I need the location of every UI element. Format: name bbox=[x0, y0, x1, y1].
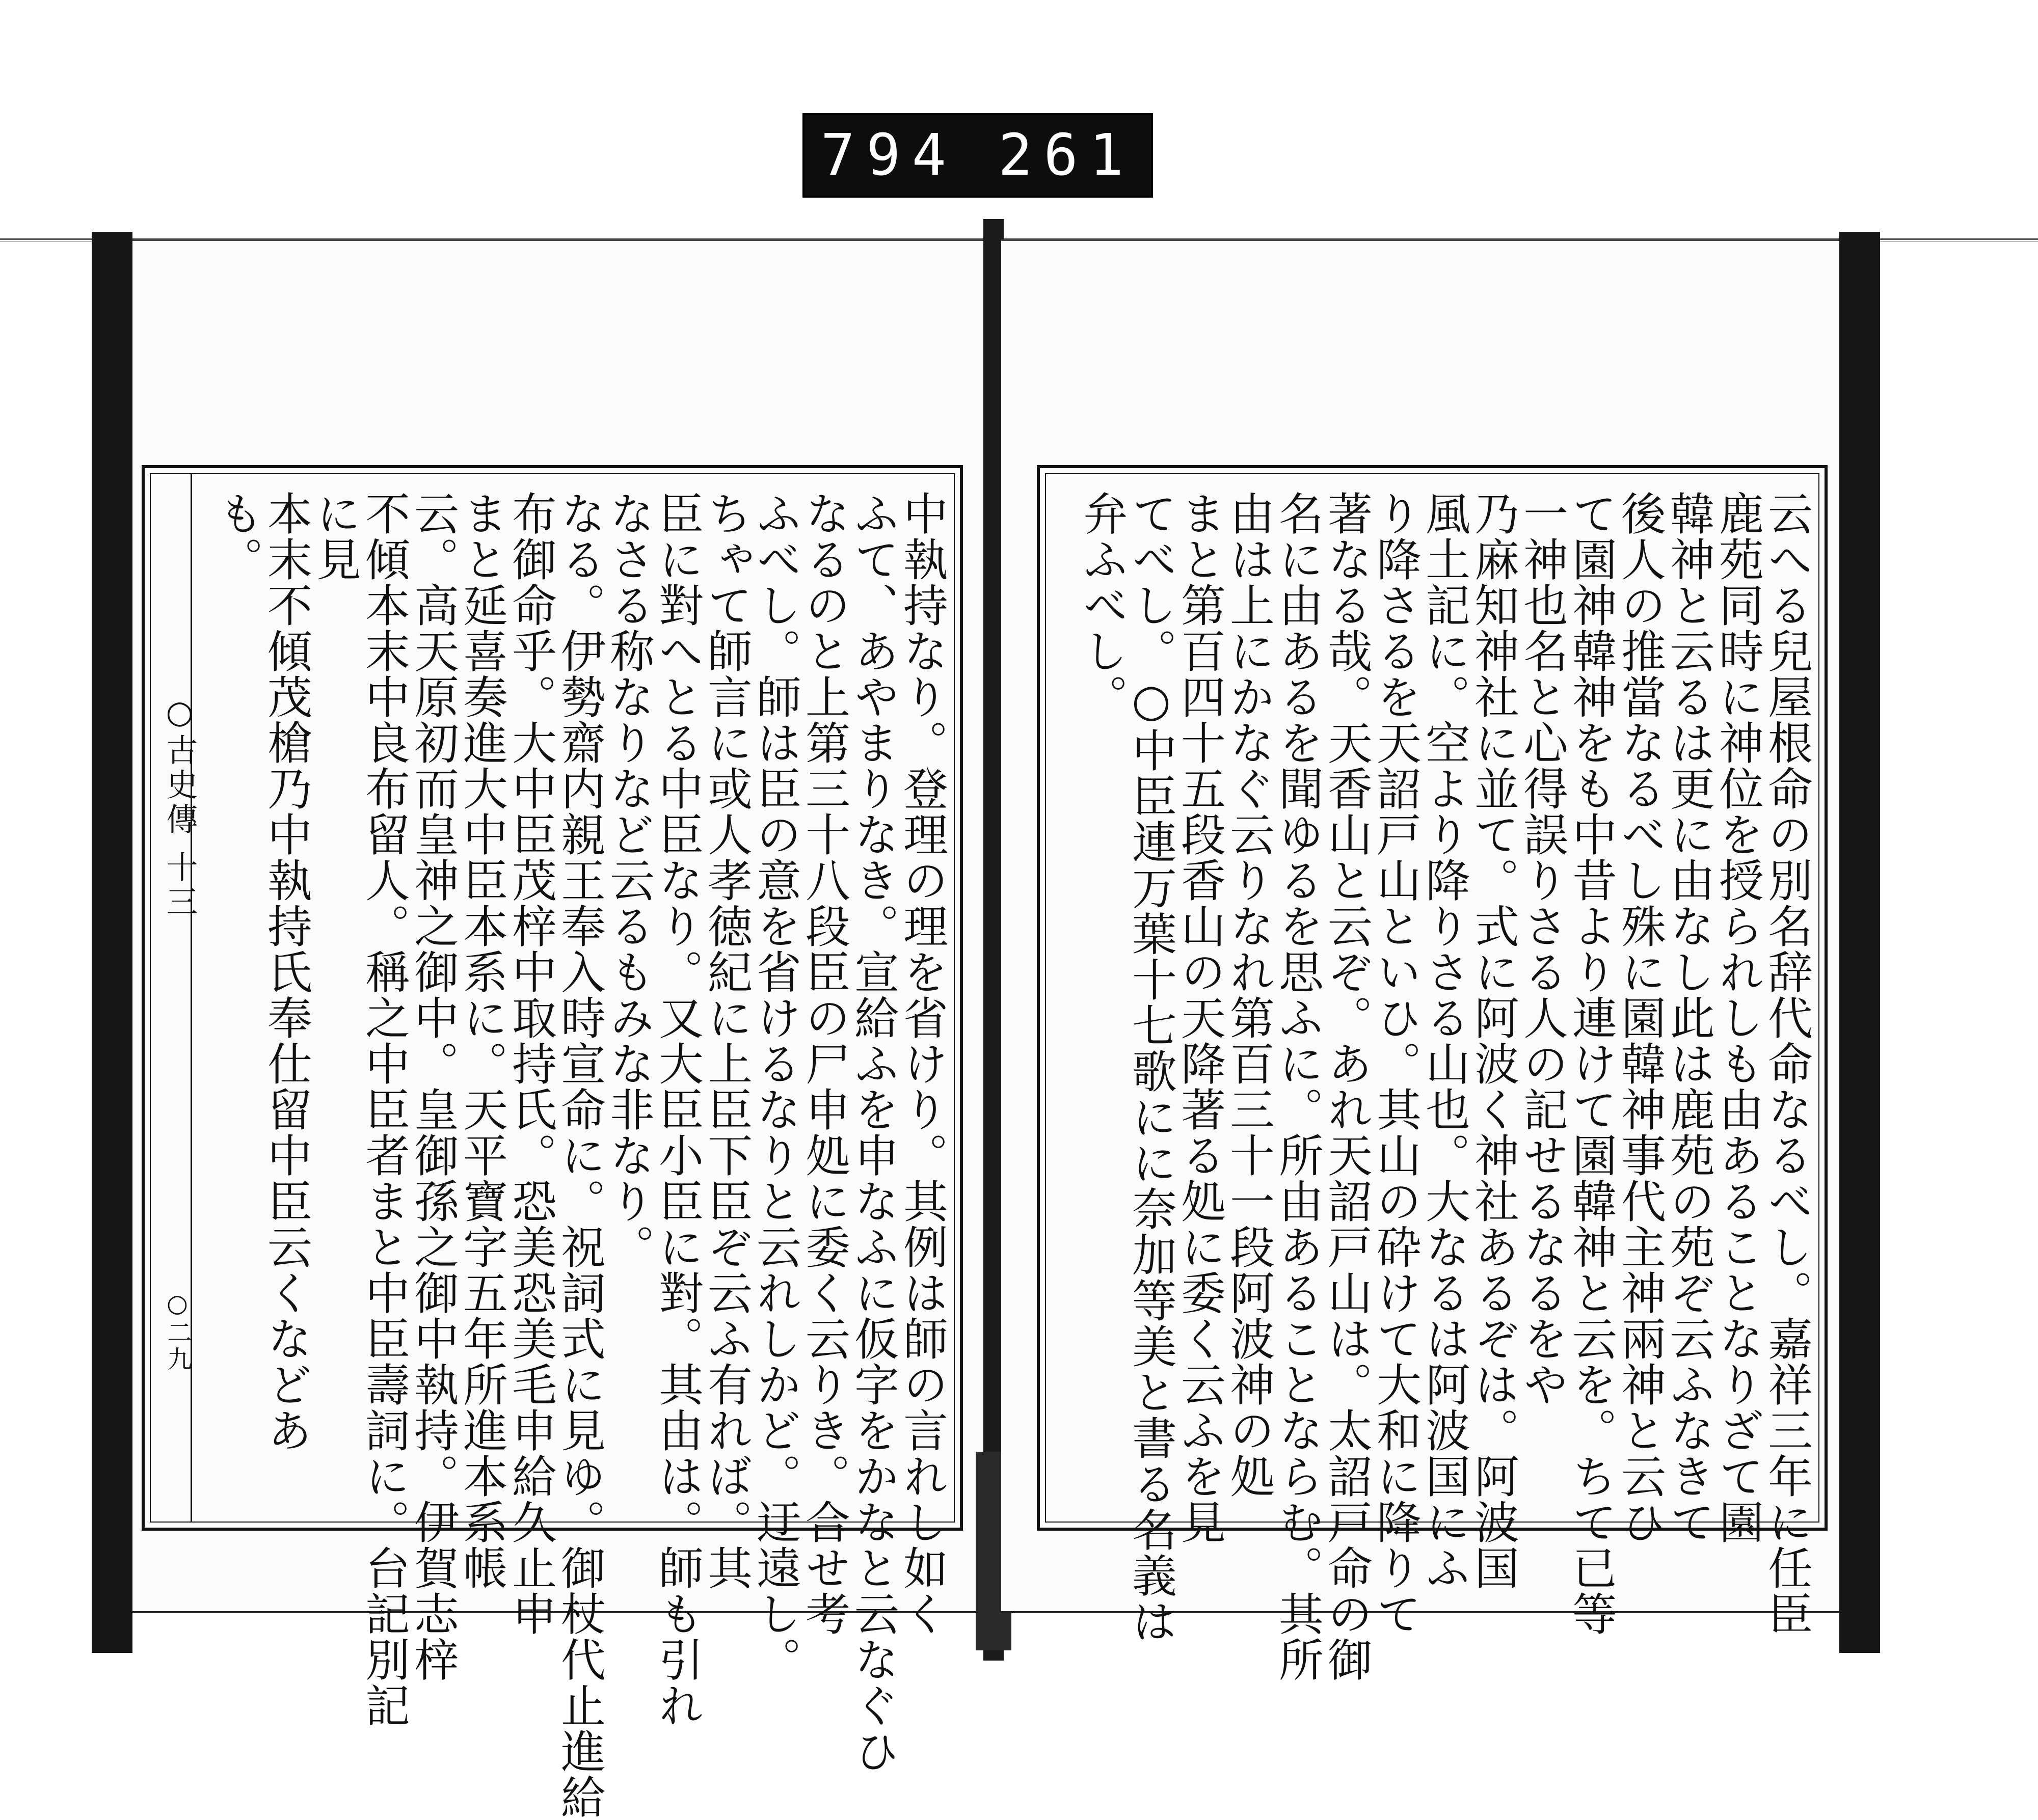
left-page-inner-frame bbox=[150, 473, 955, 1820]
archive-reference-label bbox=[802, 113, 1153, 198]
text-column: なる。伊勢齋内親王奉入時宣命に。祝詞式に見ゆ。御杖代止進給 bbox=[554, 491, 606, 1820]
text-column: なるのと上第三十八段臣の尸申処に委く云りき。合せ考 bbox=[798, 491, 851, 1637]
text-column: まと第百四十五段香山の天降著る処に委く云ふを見 bbox=[1174, 491, 1226, 1545]
text-column: 鹿苑同時に神位を授られしも由あることなりざて園 bbox=[1712, 491, 1764, 1545]
text-column: り降さるを天詔戸山といひ。其山の砕けて大和に降りて bbox=[1370, 491, 1422, 1637]
left-page bbox=[132, 239, 986, 1820]
text-column: て園神韓神をも中昔より連けて園韓神と云を。ちて已等 bbox=[1565, 491, 1618, 1637]
left-page-frame bbox=[142, 465, 963, 1820]
text-column: 乃麻知神社に並て。式に阿波く神社あるぞは。阿波国 bbox=[1467, 491, 1520, 1591]
text-column: 風土記に。空より降りさる山也。大なるは阿波国にふ bbox=[1418, 491, 1471, 1591]
text-column: ふて、あやまりなき。宣給ふを申なふに仮字をかなと云なぐひ bbox=[847, 491, 900, 1774]
text-column: 著なる哉。天香山と云ぞ。あれ天詔戸山は。太詔戸命の御 bbox=[1321, 491, 1373, 1682]
text-column: 一神也名と心得誤りさる人の記せるなるをや bbox=[1516, 491, 1569, 1407]
text-column: ふべし。師は臣の意を省けるなりと云れしかど。迂遠し。 bbox=[749, 491, 802, 1682]
text-column: なさる称なりなど云るもみな非なり。 bbox=[603, 491, 655, 1270]
text-column: に見 bbox=[309, 491, 362, 582]
text-column: 名に由あるを聞ゆるを思ふに。所由あることならむ。其所 bbox=[1272, 491, 1324, 1682]
running-title: ○古史傳 十三 bbox=[161, 693, 198, 920]
text-column: 本末不傾茂槍乃中執持氏奉仕留中臣云くなどあ bbox=[260, 491, 313, 1453]
label-right-number: 261 bbox=[998, 122, 1135, 188]
text-column: 中執持なり。登理の理を省けり。其例は師の言れし如く bbox=[896, 491, 949, 1637]
right-page bbox=[1001, 239, 1839, 1682]
text-column: 布御命乎。大中臣茂梓中取持氏。恐美恐美毛申給久止申 bbox=[505, 491, 557, 1637]
text-column: 後人の推當なるべし殊に園韓神事代主神兩神と云ひ bbox=[1614, 491, 1667, 1545]
text-column: 云へる兒屋根命の別名辞代命なるべし。嘉祥三年に任臣 bbox=[1761, 491, 1813, 1637]
text-column: 弁ふべし。 bbox=[1076, 491, 1129, 720]
text-column: 臣に對へとる中臣なり。又大臣小臣に對。其由は。師も引れ bbox=[652, 491, 704, 1728]
text-column: 韓神と云るは更に由なし此は鹿苑の苑ぞ云ふなきて bbox=[1663, 491, 1715, 1545]
right-page-frame bbox=[1037, 465, 1828, 1682]
text-column: 由は上にかなぐ云りなれ第百三十一段阿波神の処 bbox=[1223, 491, 1275, 1499]
text-column: てべし。○中臣連万葉十七歌にに奈加等美と書る名義は bbox=[1125, 491, 1177, 1644]
text-column: まと延喜奏進大中臣本系に。天平寶字五年所進本系帳 bbox=[456, 491, 508, 1591]
page-number: ○二九 bbox=[163, 1289, 192, 1373]
book-gutter bbox=[983, 219, 1004, 1661]
label-left-number: 794 bbox=[820, 122, 957, 188]
text-column: 云。高天原初而皇神之御中。皇御孫之御中執持。伊賀志梓 bbox=[407, 491, 460, 1682]
text-column: 不傾本末中良布留人。稱之中臣者まと中臣壽詞に。台記別記 bbox=[358, 491, 411, 1728]
right-cover-edge bbox=[1839, 232, 1880, 1653]
right-page-inner-frame bbox=[1045, 473, 1819, 1682]
text-column: ちゃて師言に或人孝徳紀に上臣下臣ぞ云ふ有れば。其 bbox=[701, 491, 753, 1591]
text-column: も。 bbox=[211, 491, 264, 582]
left-cover-edge bbox=[92, 232, 132, 1653]
